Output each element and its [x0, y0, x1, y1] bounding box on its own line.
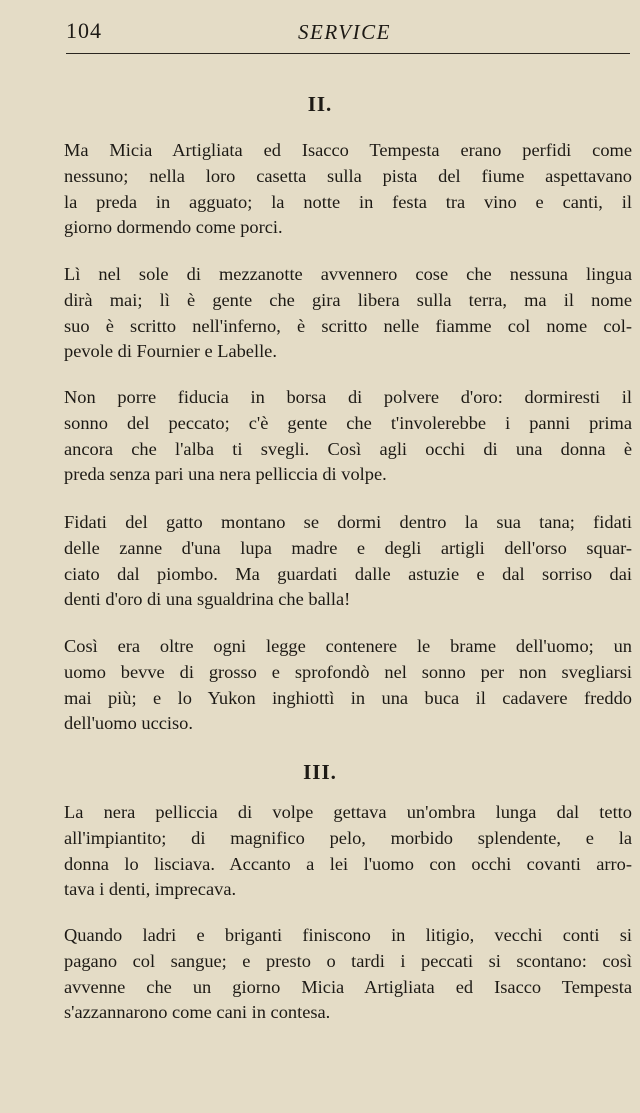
running-title: SERVICE: [298, 20, 391, 44]
text-line: donna lo lisciava. Accanto a lei l'uomo con occhi covanti arro-: [64, 853, 632, 874]
paragraph: [64, 634, 632, 737]
running-header: [66, 16, 630, 54]
text-line: avvenne che un giorno Micia Artigliata ed Isacco Tempesta: [64, 976, 632, 997]
text-line: Ma Micia Artigliata ed Isacco Tempesta erano perfidi come: [64, 140, 632, 160]
page-number: 104: [66, 18, 102, 43]
text-line: ancora che l'alba ti svegli. Così agli occhi di una donna è: [64, 438, 632, 459]
text-line: s'azzannarono come cani in contesa.: [64, 1002, 331, 1023]
text-line: Lì nel sole di mezzanotte avvennero cose che nessuna lingua: [64, 264, 632, 284]
text-line: pagano col sangue; e presto o tardi i peccati si scontano: così: [64, 950, 632, 971]
text-line: suo è scritto nell'inferno, è scritto nelle fiamme col nome col-: [64, 315, 632, 336]
paragraph: [64, 385, 632, 488]
text-line: Così era oltre ogni legge contenere le brame dell'uomo; un: [64, 636, 632, 656]
header-rule: [66, 53, 630, 54]
paragraph: [64, 262, 632, 365]
text-line: nessuno; nella loro casetta sulla pista del fiume aspettavano: [64, 165, 632, 186]
text-line: all'impiantito; di magnifico pelo, morbido splendente, e la: [64, 827, 632, 848]
paragraph: [64, 800, 632, 903]
text-line: mai più; e lo Yukon inghiottì in una buca il cadavere freddo: [64, 687, 632, 708]
text-line: dirà mai; lì è gente che gira libera sulla terra, ma il nome: [64, 289, 632, 310]
text-line: preda senza pari una nera pelliccia di volpe.: [64, 464, 387, 485]
text-line: sonno del peccato; c'è gente che t'involerebbe i panni prima: [64, 412, 632, 433]
section-heading-ii: II.: [307, 92, 333, 116]
text-line: Quando ladri e briganti finiscono in litigio, vecchi conti si: [64, 925, 632, 945]
text-line: Fidati del gatto montano se dormi dentro la sua tana; fidati: [64, 512, 632, 532]
paragraph: [64, 138, 632, 241]
paragraph: [64, 923, 632, 1026]
text-line: uomo bevve di grosso e sprofondò nel sonno per non svegliarsi: [64, 661, 632, 682]
text-line: pevole di Fournier e Labelle.: [64, 341, 277, 362]
text-line: la preda in agguato; la notte in festa tra vino e canti, il: [64, 191, 632, 212]
text-line: delle zanne d'una lupa madre e degli artigli dell'orso squar-: [64, 537, 632, 558]
text-line: tava i denti, imprecava.: [64, 879, 237, 900]
section-heading-iii: III.: [303, 760, 337, 784]
text-line: La nera pelliccia di volpe gettava un'ombra lunga dal tetto: [64, 802, 632, 822]
text-line: denti d'oro di una sgualdrina che balla!: [64, 589, 351, 610]
paragraph: [64, 510, 632, 613]
text-line: Non porre fiducia in borsa di polvere d'oro: dormiresti il: [64, 387, 632, 407]
text-line: dell'uomo ucciso.: [64, 713, 193, 734]
text-line: giorno dormendo come porci.: [64, 217, 283, 238]
text-line: ciato dal piombo. Ma guardati dalle astuzie e dal sorriso dai: [64, 563, 632, 584]
